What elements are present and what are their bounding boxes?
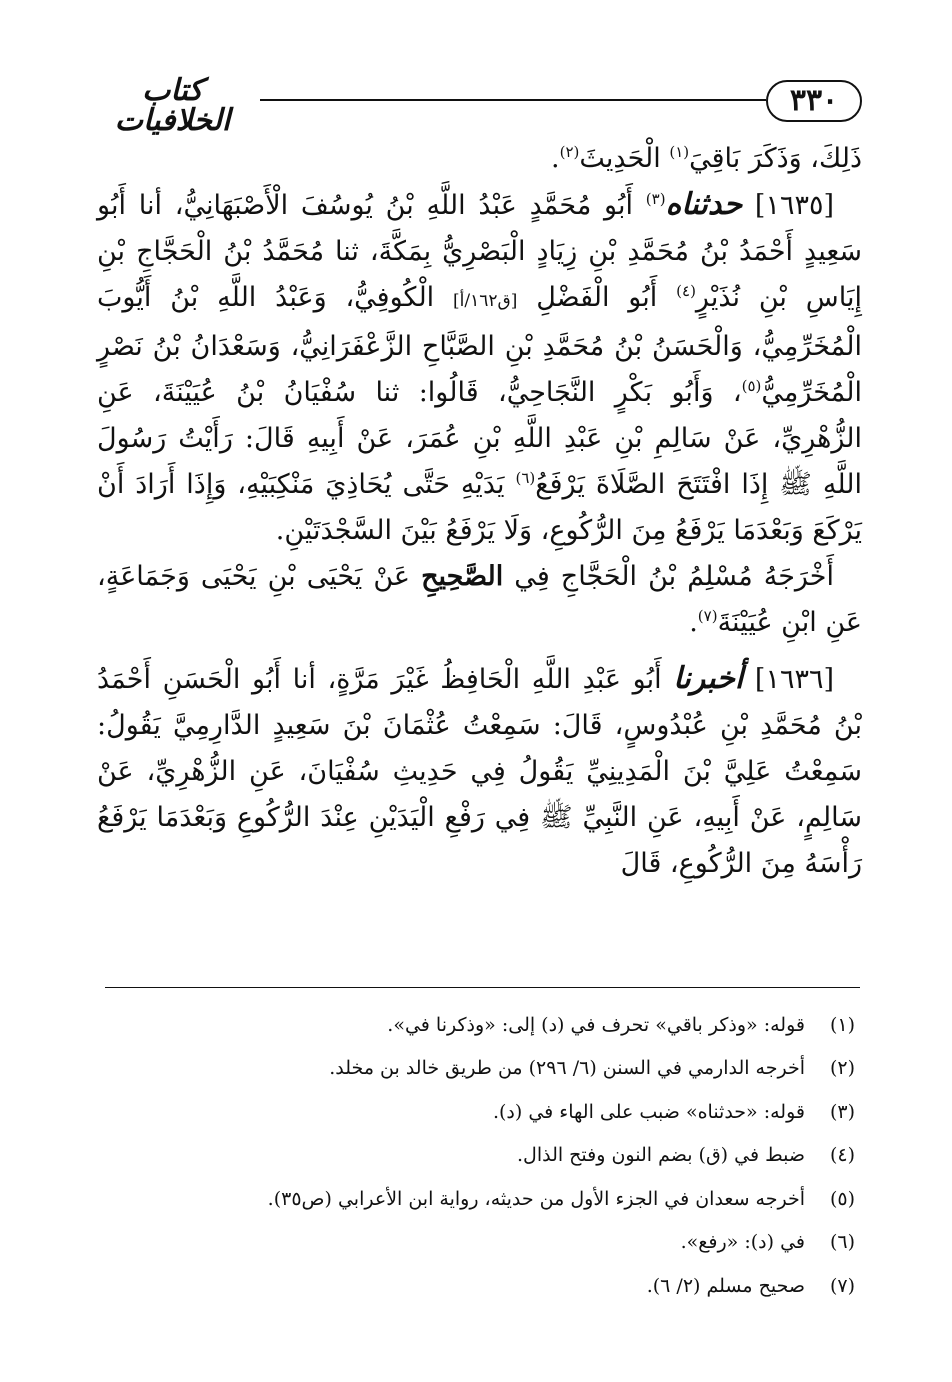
main-text — [97, 136, 862, 887]
footnotes — [155, 1003, 855, 1308]
page-number: ٣٣٠ — [766, 80, 862, 122]
footnote-number: (١) — [829, 1013, 855, 1036]
bold-word: الصَّحِيحِ — [421, 561, 504, 592]
footnote-text: ضبط في (ق) بضم النون وفتح الذال. — [516, 1144, 805, 1167]
footnote-ref: (٦) — [515, 469, 536, 487]
footnote-ref: (٥) — [741, 377, 762, 395]
hadith-number: [١٦٣٥] — [742, 190, 834, 221]
footnote-rule — [105, 987, 860, 988]
text-run: أَبُو مُحَمَّدٍ عَبْدُ اللَّهِ بْنُ يُوسُفَ الْأَصْبَهَانِيُّ، أنا أَبُو سَعِيدٍ أَحْمَدُ بْنُ مُحَمَّدِ بْنِ زِيَادٍ الْبَصْرِيُّ بِمَكَّةَ، ثنا مُحَمَّدُ بْنُ الْحَجَّاجِ بْنِ إِيَاسِ بْنِ نُذَيْرٍ — [97, 190, 862, 313]
footnote-number: (٤) — [829, 1144, 855, 1167]
footnote-item — [155, 1221, 855, 1265]
folio-marker: [ق١٦٢/أ] — [453, 291, 518, 311]
footnote-number: (٥) — [829, 1187, 855, 1210]
paragraph-continuation — [97, 136, 862, 182]
footnote-item — [155, 1090, 855, 1134]
footnote-text: قوله: «حدثناه» ضبب على الهاء في (د). — [492, 1100, 805, 1123]
footnote-text: في (د): «رفع». — [680, 1231, 805, 1254]
footnote-ref: (٣) — [645, 190, 666, 208]
footnote-ref: (٢) — [559, 143, 580, 161]
text-run: ، وَأَبُو بَكْرٍ النَّجَاحِيُّ، قَالُوا: ثنا سُفْيَانُ بْنُ عُيَيْنَةَ، عَنِ الزُّهْرِيِّ، عَنْ سَالِمِ بْنِ عَبْدِ اللَّهِ بْنِ عُمَرَ، عَنْ أَبِيهِ قَالَ: رَأَيْتُ رَسُولَ اللَّهِ ﷺ إِذَا افْتَتَحَ الصَّلَاةَ يَرْفَعُ — [97, 377, 863, 500]
lead-word: أخبرنا — [673, 661, 744, 696]
footnote-item — [155, 1177, 855, 1221]
footnote-item — [155, 1264, 855, 1308]
text-run: أَبُو عَبْدِ اللَّهِ الْحَافِظُ غَيْرَ مَرَّةٍ، أنا أَبُو الْحَسَنِ أَحْمَدُ بْنُ مُحَمَّدِ بْنِ عُبْدُوسٍ، قَالَ: سَمِعْتُ عُثْمَانَ بْنَ سَعِيدٍ الدَّارِمِيَّ يَقُولُ: سَمِعْتُ عَلِيَّ بْنَ الْمَدِينِيِّ يَقُولُ فِي حَدِيثِ سُفْيَانَ، عَنِ الزُّهْرِيِّ، عَنْ سَالِمٍ، عَنْ أَبِيهِ، عَنِ النَّبِيِّ ﷺ فِي رَفْعِ الْيَدَيْنِ عِنْدَ الرُّكُوعِ وَبَعْدَمَا يَرْفَعُ رَأْسَهُ مِنَ الرُّكُوعِ، قَالَ — [97, 664, 862, 879]
footnote-ref: (١) — [669, 143, 690, 161]
footnote-number: (٢) — [829, 1057, 855, 1080]
text-run: الْكُوفِيُّ، وَعَبْدُ اللَّهِ بْنُ أَيُّوبَ الْمُخَرِّمِيُّ، وَالْحَسَنُ بْنُ مُحَمَّدِ بْنِ الصَّبَّاحِ الزَّعْفَرَانِيُّ، وَسَعْدَانُ بْنُ نَصْرٍ الْمُخَرِّمِيُّ — [97, 282, 862, 408]
footnote-item — [155, 1047, 855, 1091]
hadith-number: [١٦٣٦] — [743, 664, 834, 695]
book-title: كتاب الخلافيات — [114, 73, 231, 138]
footnote-ref: (٧) — [697, 607, 718, 625]
text-run: أَبُو الْفَضْلِ — [517, 282, 677, 313]
text-run: الْحَدِيثَ — [579, 143, 670, 174]
text-run: . — [689, 607, 698, 638]
footnote-number: (٧) — [829, 1274, 855, 1297]
footnote-item — [155, 1003, 855, 1047]
footnote-number: (٦) — [829, 1231, 855, 1254]
header-rule — [260, 99, 766, 101]
text-run: عَنْ يَحْيَى بْنِ يَحْيَى وَجَمَاعَةٍ، عَنِ ابْنِ عُيَيْنَةَ — [97, 561, 862, 638]
page-header — [90, 72, 862, 138]
hadith-1636 — [97, 656, 862, 887]
footnote-text: أخرجه الدارمي في السنن (٦/ ٢٩٦) من طريق خالد بن مخلد. — [329, 1057, 805, 1080]
text-run: ذَلِكَ، وَذَكَرَ بَاقِيَ — [689, 143, 862, 174]
footnote-number: (٣) — [829, 1100, 855, 1123]
footnote-text: صحيح مسلم (٢/ ٦). — [646, 1274, 805, 1297]
takhrij-paragraph — [97, 554, 862, 646]
text-run: يَدَيْهِ حَتَّى يُحَاذِيَ مَنْكِبَيْهِ، وَإِذَا أَرَادَ أَنْ يَرْكَعَ وَبَعْدَمَا يَرْفَعُ مِنَ الرُّكُوعِ، وَلَا يَرْفَعُ بَيْنَ السَّجْدَتَيْنِ. — [97, 469, 862, 546]
footnote-item — [155, 1134, 855, 1178]
text-run: . — [551, 143, 560, 174]
text-run: أَخْرَجَهُ مُسْلِمُ بْنُ الْحَجَّاجِ فِي — [503, 561, 834, 592]
hadith-1635 — [97, 182, 862, 554]
footnote-text: قوله: «وذكر باقي» تحرف في (د) إلى: «وذكرنا في». — [387, 1013, 805, 1036]
footnote-ref: (٤) — [676, 282, 696, 300]
footnote-text: أخرجه سعدان في الجزء الأول من حديثه، رواية ابن الأعرابي (ص٣٥). — [267, 1187, 805, 1210]
lead-word: حدثناه — [665, 187, 743, 222]
